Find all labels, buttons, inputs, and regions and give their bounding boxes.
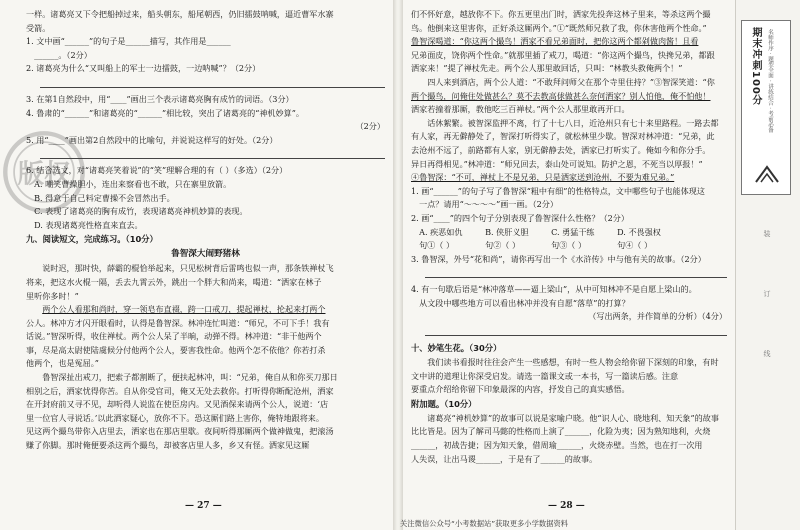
article-line: 四人来到酒店，两个公人道：“不敢拜问师父在那个寺里住持？”③智深笑道：“你 — [427, 76, 715, 87]
brand-logo-icon — [754, 164, 780, 186]
bonus-line: 人失误，让出马谡______，于是有了______的故事。 — [411, 453, 598, 464]
answer-line[interactable] — [40, 78, 385, 88]
question-1-cont: 一点？请用“～～～～”画一画。（2分） — [419, 199, 558, 210]
article-line: 鲁智深扯出戒刀，把索子都割断了，便扶起林冲，叫：“兄弟，俺自从和你买刀那日 — [42, 372, 338, 383]
article-line: 兄弟面皮，饶你两个性命。”就那里插了戒刀，喝道：“你这两个撮鸟，快搀兄弟，都跟 — [411, 49, 715, 60]
question-4-note: （写出两条，并作简单的分析）（4分） — [588, 311, 727, 322]
question-1: 1. 画“______”的句子写了鲁智深“粗中有细”的性格特点，文中哪些句子也能体现这 — [411, 185, 705, 196]
question-3: 3. 鲁智深，外号“花和尚”，请你再写出一个《水浒传》中与他有关的故事。（2分） — [411, 253, 706, 264]
blanks-row — [411, 239, 727, 253]
article-line: 公人。林冲方才闪开眼看时，认得是鲁智深。林冲连忙叫道：“师兄，不可下手！我有 — [26, 317, 330, 328]
bonus-line: 比比皆是。因为了解司马懿的性格而上演了______，化险为夷；因为熟知地利，火烧 — [411, 426, 711, 437]
question-6: 6. 结合选文，对“诸葛亮笑着说”的“笑”理解合理的有（ ）（多选）（2分） — [26, 165, 288, 176]
article-line: 事，尽是高太尉使陆虞候分付他两个公人，要害我性命。他两个怎不依他？你若打杀 — [26, 344, 326, 355]
question-1-score: ______。（2分） — [34, 49, 92, 60]
composition-line: 文中讲的道理让你深受启发。请选一篇课文或一本书，写一篇读后感。注意 — [411, 370, 679, 381]
blank-4[interactable]: 句④（ ） — [617, 240, 653, 251]
answer-line[interactable] — [425, 268, 727, 278]
text-line: 受箭。 — [26, 22, 51, 33]
option-a: A. 嘲笑曹操胆小，连出来察看也不敢，只在寨里放箭。 — [34, 178, 232, 189]
option-b: B. 得意于自己料定曹操不会冒然出手。 — [34, 192, 175, 203]
article-line: 相别之后，洒家忧得你苦。自从你受官司，俺又无处去救你。打听得你断配沧州，洒家 — [26, 385, 334, 396]
option-c: C. 表现了诸葛亮的胸有成竹，表现诸葛亮神机妙算的表现。 — [34, 206, 248, 217]
blank-1[interactable]: 句①（ ） — [419, 240, 455, 251]
question-5: 5. 用“____”画出第2自然段中的比喻句，并说说这样写的好处。（2分） — [26, 134, 278, 145]
binding-mark: 装 — [763, 230, 771, 237]
article-line: 在开封府前又寻不见，却听得人说监在使臣房内。又见酒保来请两个公人，说道：‘店 — [26, 399, 329, 410]
article-line: 话休絮繁。被智深监押不离，行了十七八日，近沧州只有七十来里路程。一路去都 — [427, 117, 719, 128]
binding-mark: 线 — [763, 350, 771, 357]
options-row — [411, 226, 727, 240]
question-2: 2. 画“____”的四个句子分别表现了鲁智深什么性格？（2分） — [411, 212, 629, 223]
bonus-title: 附加题。（10分） — [411, 398, 477, 409]
footer-credit: 关注微信公众号“小考数据站”获取更多小学数据资料 — [400, 519, 569, 528]
article-line: 去沧州不远了，前路都有人家，别无僻静去处，洒家已打听实了。俺如今和你分手。 — [411, 144, 711, 155]
brand-panel — [741, 20, 791, 195]
article-line: 说时迟，那时快，薛霸的棍恰举起来，只见松树背后雷鸣也似一声，那条铁禅杖飞 — [42, 263, 334, 274]
article-line: 见这两个撮鸟带你入店里去，洒家也在那店里歇。夜间听得那厮两个做神做鬼，把滚汤 — [26, 426, 334, 437]
article-line: 们不怀好意，越放你不下。你五更里出门时，洒家先投奔这林子里来，等杀这两个撮 — [411, 9, 711, 19]
section-10-title: 十、妙笔生花。（30分） — [411, 343, 502, 354]
article-line: 洒家若撞着那厮，教他吃三百禅杖。”两个公人那里敢再开口。 — [411, 104, 630, 115]
article-line: 异日再得相见。”林冲道：“师兄回去，泰山处可说知。防护之恩，不死当以厚报！” — [411, 158, 703, 169]
blank-3[interactable]: 句③（ ） — [551, 240, 587, 251]
page-number: — 27 — — [185, 501, 222, 511]
bonus-line: 诸葛亮“神机妙算”的故事可以说是家喻户晓。他“识人心、晓地利、知天象”的故事 — [427, 412, 719, 423]
page-number: — 28 — — [548, 501, 585, 511]
bonus-line: ______，初战告捷；因为知天象，借周瑜______，火烧赤壁。当然，也在打一次用 — [411, 440, 703, 451]
question-1: 1. 文中画“______”的句子是______描写，其作用是______ — [26, 36, 231, 47]
page-28 — [403, 0, 733, 515]
book-gutter — [393, 0, 403, 530]
article-line: 两个公人看那和尚时，穿一领皂布直裰，跨一口戒刀，提起禅杖，抡起来打两个 — [42, 304, 326, 315]
article-line: 鸟。他倒来这里害你，正好杀这厮两个。”①“既然师兄救了我，你休害他两个性命。” — [411, 22, 707, 33]
article-line: 他两个，也是冤屈。” — [26, 358, 99, 369]
blank-2[interactable]: 句②（ ） — [485, 240, 521, 251]
article-line: 两个撮鸟，问俺住处做甚么？莫不去教高俅做甚么奈何洒家？别人怕他，俺不怕他！ — [411, 90, 711, 101]
option-c: C. 勇猛干练 — [551, 226, 595, 237]
composition-line: 我们读书看报时往往会产生一些感想，有时一些人物会给你留下深刻的印象，有时 — [427, 357, 719, 368]
brand-subtitle: 名师作序 · 题型全面 · 讲练结合 · 考前必备 — [767, 29, 773, 133]
answer-line[interactable] — [425, 326, 727, 336]
section-9-title: 九、阅读短文，完成练习。（10分） — [26, 234, 158, 245]
option-d: D. 不畏强权 — [617, 226, 661, 237]
article-line: 鲁智深喝道：“你这两个撮鸟！洒家不看兄弟面时，把你这两个都剁做肉酱！且看 — [411, 36, 699, 47]
page-27 — [0, 0, 393, 515]
option-a: A. 疾恶如仇 — [419, 226, 463, 237]
article-line: 话说。”智深听得，收住禅杖。两个公人呆了半晌，动弹不得。林冲道：“非干他两个 — [26, 331, 322, 342]
answer-line[interactable] — [40, 149, 385, 159]
article-line: 有人家，再无僻静处了，智深打听得实了，就松林里少歇。智深对林冲道：“兄弟，此 — [411, 131, 715, 142]
option-d: D. 表现诸葛亮性格直来直去。 — [34, 219, 143, 230]
text-line: 一样。诸葛亮又下令把船掉过来，船头朝东，船尾朝西，仍旧擂鼓呐喊，逼近曹军水寨 — [26, 9, 334, 19]
question-2: 2. 诸葛亮为什么“又叫船上的军士一边擂鼓，一边呐喊”？（2分） — [26, 63, 261, 74]
binding-mark: 订 — [763, 290, 771, 297]
composition-line: 要重点介绍给你留下印象最深的内容，抒发自己的真实感悟。 — [411, 384, 630, 395]
question-4: 4. 鲁肃的“______”和诸葛亮的“______”相比较，突出了诸葛亮的“神机妙算”。 — [26, 107, 304, 118]
article-line: 里一位官人寻说话。’以此洒家疑心，放你不下。恐这厮们路上害你，俺特地跟将来。 — [26, 412, 324, 423]
question-4: 4. 有一句歇后语是“林冲落草——逼上梁山”，从中可知林冲不是自愿上梁山的。 — [411, 284, 697, 295]
option-b: B. 侠肝义胆 — [485, 226, 529, 237]
article-line: 将来，把这水火棍一隔，丢去九霄云外，跳出一个胖大和尚来，喝道：“洒家在林子 — [26, 276, 322, 287]
brand-title: 期末冲刺100分 — [750, 27, 761, 106]
article-line: 洒家来！”提了禅杖先走。两个公人那里敢回话，只叫：“林教头救俺两个！” — [411, 63, 683, 74]
article-line: 里听你多时！” — [26, 290, 79, 301]
question-3: 3. 在第1自然段中，用“____”画出三个表示诸葛亮胸有成竹的词语。（3分） — [26, 93, 294, 104]
article-line: ④鲁智深：“不可，禅杖上不是兄弟，只是洒家送到沧州，不要为难兄弟。” — [411, 172, 675, 183]
svg-text:版权: 版权 — [17, 158, 71, 190]
article-title: 鲁智深大闹野猪林 — [171, 249, 240, 260]
question-4-score: （2分） — [355, 121, 385, 132]
article-line: 赚了你脚。那时俺便要杀这两个撮鸟，却被客店里人多，乡又有怪。洒家见这厮 — [26, 440, 310, 451]
question-4-cont: 从文段中哪些地方可以看出林冲并没有自愿“落草”的打算？ — [419, 297, 630, 308]
